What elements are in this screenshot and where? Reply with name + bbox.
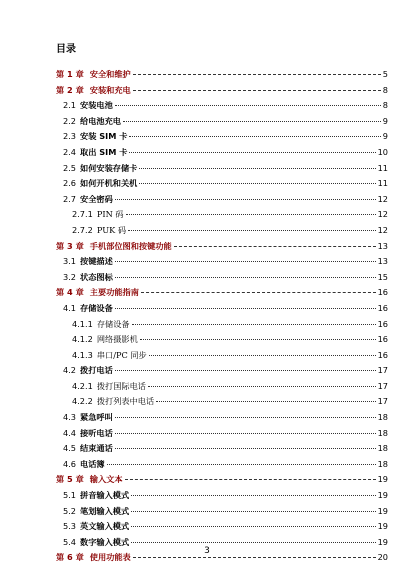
toc-leader-dots [115,199,376,200]
toc-entry-page: 16 [377,349,388,360]
toc-entry-number: 2.3 [63,131,77,142]
toc-entry-page: 9 [382,131,388,142]
toc-leader-dots [139,168,375,169]
toc-subsection-entry[interactable] [56,332,388,348]
toc-leader-dots [133,74,381,75]
toc-subsection-entry[interactable] [56,223,388,239]
toc-entry-page: 19 [377,474,388,485]
toc-entry-page: 11 [377,178,388,189]
toc-section-entry[interactable] [56,192,388,208]
toc-entry-number: 3.2 [63,271,77,282]
toc-entry-number: 4.1.2 [72,334,93,345]
toc-section-entry[interactable] [56,426,388,442]
toc-entry-number: 2.7.1 [72,209,93,220]
toc-leader-dots [126,214,376,215]
toc-entry-number: 4.4 [63,427,77,438]
toc-leader-dots [131,495,375,496]
toc-section-entry[interactable] [56,301,388,317]
toc-entry-number: 第 5 章 [56,474,84,485]
toc-chapter-entry[interactable] [56,285,388,301]
toc-entry-number: 5.1 [63,490,77,501]
toc-leader-dots [131,542,375,543]
toc-section-entry[interactable] [56,176,388,192]
toc-section-entry[interactable] [56,129,388,145]
toc-entry-page: 18 [377,458,388,469]
toc-leader-dots [148,386,376,387]
toc-entry-title: 安全和维护 [89,69,131,79]
toc-entry-page: 16 [377,287,388,298]
toc-entry-title: 主要功能指南 [89,287,139,298]
toc-leader-dots [129,152,375,153]
toc-entry-page: 19 [377,536,388,547]
toc-entry-page: 17 [377,365,388,376]
toc-entry-number: 4.1 [63,302,77,313]
toc-leader-dots [149,355,376,356]
toc-entry-page: 18 [377,427,388,438]
toc-subsection-entry[interactable] [56,317,388,333]
toc-entry-page: 11 [377,162,388,173]
toc-entry-page: 19 [377,490,388,501]
toc-leader-dots [115,308,376,309]
toc-section-entry[interactable] [56,114,388,130]
toc-subsection-entry[interactable] [56,379,388,395]
toc-entry-title: 安全密码 [80,193,113,204]
toc-entry-title: 存储设备 [96,318,130,329]
toc-leader-dots [131,526,375,527]
toc-section-entry[interactable] [56,270,388,286]
toc-leader-dots [107,464,376,465]
toc-entry-title: 如何开机和关机 [80,178,138,189]
toc-leader-dots [115,417,376,418]
toc-entry-title: 取出 SIM 卡 [80,146,128,157]
toc-leader-dots [131,511,375,512]
toc-entry-number: 4.2 [63,365,77,376]
toc-leader-dots [133,557,376,558]
toc-leader-dots [174,246,376,247]
toc-entry-page: 16 [377,334,388,345]
page-number: 3 [204,546,210,556]
toc-entry-page: 17 [377,396,388,407]
toc-entry-number: 4.2.2 [72,396,93,407]
toc-entry-number: 4.2.1 [72,380,93,391]
toc-leader-dots [115,105,381,106]
toc-entry-title: 笔划输入模式 [80,505,130,516]
toc-entry-page: 13 [377,240,388,251]
toc-entry-number: 第 3 章 [56,240,84,251]
toc-leader-dots [125,479,376,480]
toc-section-entry[interactable] [56,363,388,379]
toc-entry-number: 第 1 章 [56,69,84,79]
toc-entry-title: 英文输入模式 [80,521,130,532]
toc-entry-title: 按键描述 [80,256,113,267]
toc-section-entry[interactable] [56,457,388,473]
toc-chapter-entry[interactable] [56,83,388,99]
toc-leader-dots [115,448,376,449]
toc-entry-number: 4.1.1 [72,318,93,329]
toc-entry-page: 19 [377,505,388,516]
toc-entry-title: 存储设备 [80,302,113,313]
toc-entry-number: 2.7 [63,193,77,204]
toc-entry-title: 使用功能表 [89,552,131,563]
toc-entry-number: 5.3 [63,521,77,532]
toc-entry-title: 拨打电话 [80,365,113,376]
toc-chapter-entry[interactable] [56,67,388,83]
toc-entry-page: 5 [382,69,388,79]
toc-entry-title: 数字输入模式 [80,536,130,547]
toc-entry-title: 安装 SIM 卡 [80,131,128,142]
toc-entry-number: 第 2 章 [56,84,84,95]
toc-leader-dots [115,370,376,371]
toc-entry-title: 紧急呼叫 [80,412,113,423]
toc-entry-title: 拼音输入模式 [80,490,130,501]
toc-section-entry[interactable] [56,161,388,177]
toc-leader-dots [141,292,376,293]
toc-subsection-entry[interactable] [56,348,388,364]
toc-section-entry[interactable] [56,519,388,535]
toc-leader-dots [139,183,375,184]
toc-title: 目录 [56,44,76,55]
toc-leader-dots [140,339,376,340]
toc-entry-number: 3.1 [63,256,77,267]
toc-section-entry[interactable] [56,504,388,520]
toc-entry-page: 9 [382,115,388,126]
toc-entry-number: 2.4 [63,146,77,157]
toc-entry-number: 4.3 [63,412,77,423]
toc-section-entry[interactable] [56,441,388,457]
toc-leader-dots [115,277,376,278]
toc-entry-number: 第 4 章 [56,287,84,298]
toc-entry-title: PUK 码 [96,224,127,235]
toc-entry-number: 2.2 [63,115,77,126]
toc-entry-page: 8 [382,84,388,95]
toc-entry-title: 电话簿 [80,458,105,469]
toc-entry-title: 给电池充电 [80,115,121,126]
toc-entry-number: 2.7.2 [72,224,93,235]
toc-chapter-entry[interactable] [56,472,388,488]
toc-entry-title: 输入文本 [89,474,123,485]
toc-entry-page: 20 [377,552,388,563]
toc-section-entry[interactable] [56,145,388,161]
toc-leader-dots [128,230,376,231]
toc-entry-number: 第 6 章 [56,552,84,563]
toc-entry-page: 12 [377,224,388,235]
toc-subsection-entry[interactable] [56,207,388,223]
toc-entry-number: 4.6 [63,458,77,469]
toc-entry-title: 安装和充电 [89,84,131,95]
toc-leader-dots [115,261,376,262]
toc-section-entry[interactable] [56,254,388,270]
toc-entry-number: 4.5 [63,443,77,454]
toc-subsection-entry[interactable] [56,394,388,410]
toc-entry-page: 18 [377,412,388,423]
toc-leader-dots [156,401,375,402]
toc-entry-page: 19 [377,521,388,532]
toc-leader-dots [123,121,381,122]
toc-entry-title: PIN 码 [96,209,124,220]
toc-entry-page: 16 [377,318,388,329]
toc-section-entry[interactable] [56,98,388,114]
toc-entry-number: 2.6 [63,178,77,189]
toc-entry-number: 4.1.3 [72,349,93,360]
toc-entry-title: 网络摄影机 [96,334,138,345]
toc-entry-page: 13 [377,256,388,267]
toc-entry-page: 16 [377,302,388,313]
table-of-contents [56,67,388,566]
toc-entry-title: 安装电池 [80,100,113,111]
toc-entry-number: 2.5 [63,162,77,173]
toc-entry-number: 5.4 [63,536,77,547]
toc-entry-page: 17 [377,380,388,391]
toc-leader-dots [115,433,376,434]
toc-entry-page: 12 [377,209,388,220]
toc-entry-title: 如何安装存储卡 [80,162,138,173]
toc-entry-page: 8 [382,100,388,111]
toc-leader-dots [133,90,381,91]
toc-chapter-entry[interactable] [56,239,388,255]
toc-entry-page: 10 [377,146,388,157]
toc-entry-page: 15 [377,271,388,282]
toc-entry-number: 5.2 [63,505,77,516]
toc-section-entry[interactable] [56,410,388,426]
toc-entry-title: 串口/PC 同步 [96,349,147,360]
toc-entry-title: 手机部位图和按键功能 [89,240,172,251]
toc-entry-page: 18 [377,443,388,454]
toc-entry-number: 2.1 [63,100,77,111]
toc-leader-dots [132,324,376,325]
toc-entry-title: 状态图标 [80,271,113,282]
toc-entry-page: 12 [377,193,388,204]
toc-entry-title: 结束通话 [80,443,113,454]
toc-entry-title: 拨打国际电话 [96,380,146,391]
toc-section-entry[interactable] [56,488,388,504]
toc-leader-dots [129,136,380,137]
toc-entry-title: 接听电话 [80,427,113,438]
toc-entry-title: 拨打列表中电话 [96,396,155,407]
